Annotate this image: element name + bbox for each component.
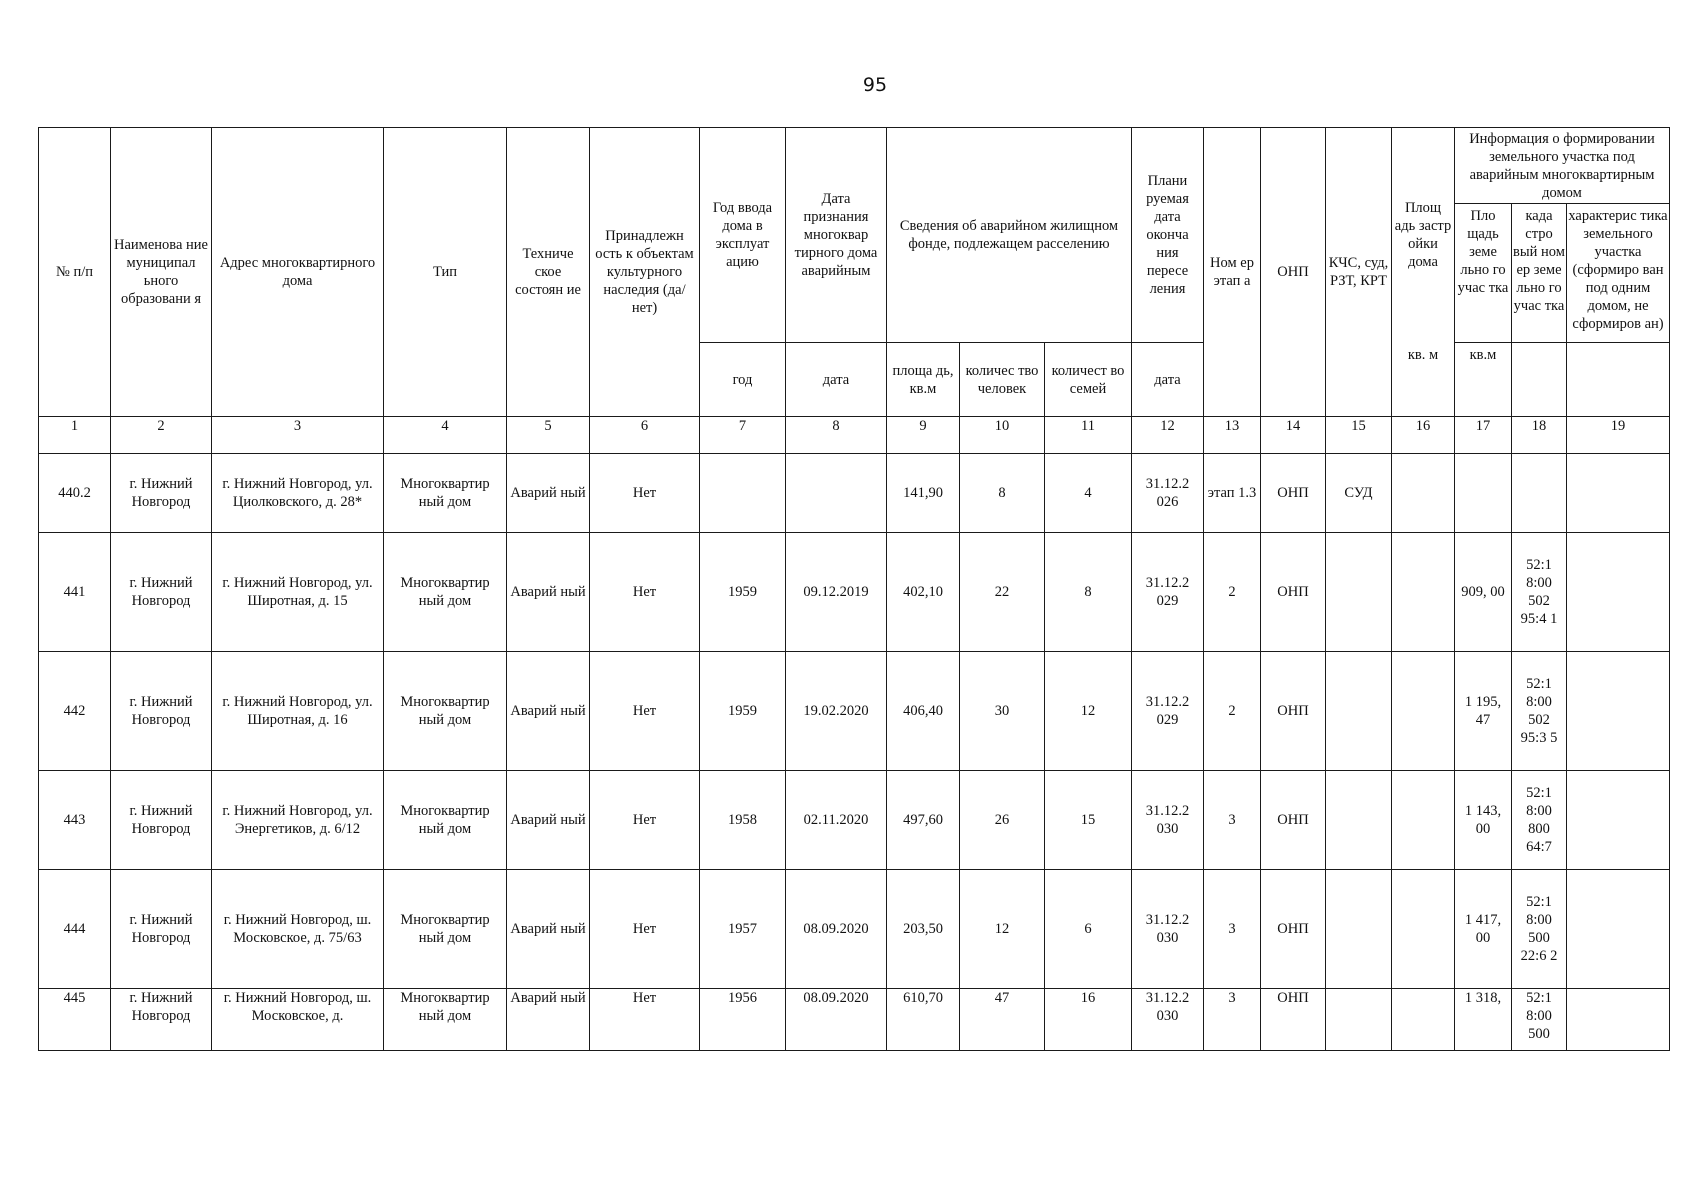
table-cell-col-9: 402,10: [887, 533, 960, 652]
table-row: [39, 771, 1670, 870]
table-cell-col-10: 22: [960, 533, 1045, 652]
table-cell-col-14: ОНП: [1261, 870, 1326, 989]
table-cell-col-18: 52:1 8:00 500 22:6 2: [1512, 870, 1567, 989]
table-cell-col-1: 444: [39, 870, 111, 989]
table-cell-col-3: г. Нижний Новгород, ул. Энергетиков, д. 6/12: [212, 771, 384, 870]
table-header: [39, 128, 1670, 417]
column-number-cell: 3: [212, 417, 384, 454]
table-cell-col-4: Многоквартир ный дом: [384, 454, 507, 533]
column-number-cell: 6: [590, 417, 700, 454]
header-cell-land-info: Информация о формировании земельного участка под аварийным многоквартирным домом: [1455, 128, 1669, 204]
table-cell-col-12: 31.12.2 030: [1132, 771, 1204, 870]
table-cell-col-15: [1326, 652, 1392, 771]
table-cell-col-4: Многоквартир ный дом: [384, 652, 507, 771]
table-row: [39, 652, 1670, 771]
header-cell-address: Адрес многоквартирного дома: [212, 128, 384, 417]
subheader-cell-area: площа дь, кв.м: [887, 343, 960, 417]
table-cell-col-18: 52:1 8:00 500: [1512, 989, 1567, 1051]
table-cell-col-11: 6: [1045, 870, 1132, 989]
table-cell-col-1: 441: [39, 533, 111, 652]
table-cell-col-6: Нет: [590, 533, 700, 652]
header-cell-type: Тип: [384, 128, 507, 417]
subheader-cell-building-unit: кв. м: [1392, 343, 1455, 417]
table-cell-col-9: 610,70: [887, 989, 960, 1051]
table-cell-col-19: [1567, 870, 1670, 989]
header-cell-land-info-group: [1455, 128, 1670, 343]
table-cell-col-17: 1 318,: [1455, 989, 1512, 1051]
subheader-cell-date: дата: [786, 343, 887, 417]
table-cell-col-16: [1392, 652, 1455, 771]
column-number-cell: 11: [1045, 417, 1132, 454]
table-cell-col-5: Аварий ный: [507, 771, 590, 870]
column-number-cell: 13: [1204, 417, 1261, 454]
column-number-cell: 15: [1326, 417, 1392, 454]
table-cell-col-6: Нет: [590, 454, 700, 533]
table-cell-col-13: 2: [1204, 652, 1261, 771]
table-cell-col-3: г. Нижний Новгород, ул. Широтная, д. 15: [212, 533, 384, 652]
table-cell-col-14: ОНП: [1261, 771, 1326, 870]
header-cell-emergency-info: Сведения об аварийном жилищном фонде, подлежащем расселению: [887, 128, 1132, 343]
page-number: 95: [862, 74, 888, 96]
header-cell-onp: ОНП: [1261, 128, 1326, 417]
table-cell-col-19: [1567, 454, 1670, 533]
header-cell-heritage: Принадлежн ость к объектам культурного наследия (да/нет): [590, 128, 700, 417]
table-row: [39, 989, 1670, 1051]
table-cell-col-4: Многоквартир ный дом: [384, 533, 507, 652]
table-cell-col-14: ОНП: [1261, 454, 1326, 533]
header-cell-municipality: Наименова ние муниципал ьного образовани я: [111, 128, 212, 417]
column-number-cell: 19: [1567, 417, 1670, 454]
table-cell-col-8: 08.09.2020: [786, 870, 887, 989]
header-cell-year: Год ввода дома в эксплуат ацию: [700, 128, 786, 343]
column-number-row: [39, 417, 1670, 454]
table-cell-col-1: 443: [39, 771, 111, 870]
table-cell-col-5: Аварий ный: [507, 870, 590, 989]
table-cell-col-15: СУД: [1326, 454, 1392, 533]
header-cell-recognition-date: Дата признания многоквар тирного дома аварийным: [786, 128, 887, 343]
table-cell-col-14: ОНП: [1261, 652, 1326, 771]
table-cell-col-14: ОНП: [1261, 533, 1326, 652]
table-cell-col-16: [1392, 771, 1455, 870]
table-cell-col-15: [1326, 533, 1392, 652]
table-cell-col-2: г. Нижний Новгород: [111, 771, 212, 870]
table-cell-col-11: 15: [1045, 771, 1132, 870]
table-cell-col-1: 445: [39, 989, 111, 1051]
header-cell-kchs: КЧС, суд, РЗТ, КРТ: [1326, 128, 1392, 417]
table-cell-col-10: 8: [960, 454, 1045, 533]
column-number-cell: 18: [1512, 417, 1567, 454]
header-cell-stage: Ном ер этап а: [1204, 128, 1261, 417]
table-row: [39, 533, 1670, 652]
table-cell-col-15: [1326, 989, 1392, 1051]
table-cell-col-13: 2: [1204, 533, 1261, 652]
header-cell-land-area: Пло щадь земе льно го учас тка: [1455, 204, 1512, 342]
table-row: [39, 870, 1670, 989]
column-number-cell: 9: [887, 417, 960, 454]
table-cell-col-19: [1567, 989, 1670, 1051]
header-cell-land-type: [1567, 204, 1669, 342]
table-cell-col-1: 440.2: [39, 454, 111, 533]
table-cell-col-10: 12: [960, 870, 1045, 989]
table-cell-col-14: ОНП: [1261, 989, 1326, 1051]
table-cell-col-15: [1326, 870, 1392, 989]
column-number-cell: 12: [1132, 417, 1204, 454]
table-cell-col-10: 47: [960, 989, 1045, 1051]
column-number-cell: 16: [1392, 417, 1455, 454]
table-cell-col-6: Нет: [590, 652, 700, 771]
table-cell-col-3: г. Нижний Новгород, ш. Московское, д.: [212, 989, 384, 1051]
subheader-cell-families: количест во семей: [1045, 343, 1132, 417]
table-cell-col-10: 30: [960, 652, 1045, 771]
table-cell-col-17: [1455, 454, 1512, 533]
table-cell-col-12: 31.12.2 029: [1132, 652, 1204, 771]
table-cell-col-8: 08.09.2020: [786, 989, 887, 1051]
table-row: [39, 454, 1670, 533]
table-cell-col-12: 31.12.2 030: [1132, 870, 1204, 989]
table-cell-col-13: 3: [1204, 771, 1261, 870]
table-cell-col-8: [786, 454, 887, 533]
table-cell-col-17: 1 195, 47: [1455, 652, 1512, 771]
table-cell-col-4: Многоквартир ный дом: [384, 771, 507, 870]
table-cell-col-18: [1512, 454, 1567, 533]
table-cell-col-16: [1392, 989, 1455, 1051]
subheader-cell-people: количес тво человек: [960, 343, 1045, 417]
table-cell-col-17: 909, 00: [1455, 533, 1512, 652]
table-cell-col-13: 3: [1204, 989, 1261, 1051]
table-cell-col-11: 12: [1045, 652, 1132, 771]
column-number-cell: 4: [384, 417, 507, 454]
table-cell-col-16: [1392, 870, 1455, 989]
table-cell-col-8: 02.11.2020: [786, 771, 887, 870]
column-number-cell: 5: [507, 417, 590, 454]
table-cell-col-12: 31.12.2 029: [1132, 533, 1204, 652]
table-cell-col-9: 203,50: [887, 870, 960, 989]
column-number-cell: 2: [111, 417, 212, 454]
table-cell-col-17: 1 417, 00: [1455, 870, 1512, 989]
table-cell-col-5: Аварий ный: [507, 989, 590, 1051]
table-cell-col-12: 31.12.2 030: [1132, 989, 1204, 1051]
header-cell-cadastral: када стро вый ном ер земе льно го учас тка: [1512, 204, 1567, 342]
header-cell-number: № п/п: [39, 128, 111, 417]
table-cell-col-13: этап 1.3: [1204, 454, 1261, 533]
table-cell-col-3: г. Нижний Новгород, ул. Широтная, д. 16: [212, 652, 384, 771]
table-cell-col-1: 442: [39, 652, 111, 771]
header-cell-building-area: Площ адь застр ойки дома: [1392, 128, 1455, 343]
table-cell-col-4: Многоквартир ный дом: [384, 870, 507, 989]
column-number-cell: 8: [786, 417, 887, 454]
table-cell-col-18: 52:1 8:00 800 64:7: [1512, 771, 1567, 870]
table-cell-col-6: Нет: [590, 870, 700, 989]
table-cell-col-18: 52:1 8:00 502 95:3 5: [1512, 652, 1567, 771]
table-cell-col-8: 19.02.2020: [786, 652, 887, 771]
table-cell-col-2: г. Нижний Новгород: [111, 652, 212, 771]
table-cell-col-3: г. Нижний Новгород, ш. Московское, д. 75/63: [212, 870, 384, 989]
subheader-cell-year: год: [700, 343, 786, 417]
table-cell-col-19: [1567, 652, 1670, 771]
table-cell-col-11: 4: [1045, 454, 1132, 533]
table-cell-col-7: 1958: [700, 771, 786, 870]
column-number-cell: 10: [960, 417, 1045, 454]
subheader-cell-cadastral-blank: [1512, 343, 1567, 417]
table-cell-col-2: г. Нижний Новгород: [111, 870, 212, 989]
emergency-housing-table: [38, 127, 1670, 1051]
table-cell-col-7: 1957: [700, 870, 786, 989]
subheader-cell-land-unit: кв.м: [1455, 343, 1512, 417]
column-numbers: [39, 417, 1670, 454]
table-body: [39, 454, 1670, 1051]
table-cell-col-5: Аварий ный: [507, 652, 590, 771]
table-cell-col-15: [1326, 771, 1392, 870]
table-cell-col-7: 1959: [700, 652, 786, 771]
column-number-cell: 1: [39, 417, 111, 454]
table-cell-col-12: 31.12.2 026: [1132, 454, 1204, 533]
column-number-cell: 14: [1261, 417, 1326, 454]
table-cell-col-9: 141,90: [887, 454, 960, 533]
header-cell-planned-date: Плани руемая дата оконча ния пересе ления: [1132, 128, 1204, 343]
table-cell-col-11: 16: [1045, 989, 1132, 1051]
table-cell-col-13: 3: [1204, 870, 1261, 989]
column-number-cell: 17: [1455, 417, 1512, 454]
table-cell-col-6: Нет: [590, 989, 700, 1051]
header-cell-tech-state: Техниче ское состоян ие: [507, 128, 590, 417]
table-cell-col-7: [700, 454, 786, 533]
table-cell-col-19: [1567, 771, 1670, 870]
table-cell-col-6: Нет: [590, 771, 700, 870]
table-cell-col-2: г. Нижний Новгород: [111, 989, 212, 1051]
column-number-cell: 7: [700, 417, 786, 454]
table-cell-col-17: 1 143, 00: [1455, 771, 1512, 870]
table-cell-col-9: 497,60: [887, 771, 960, 870]
table-cell-col-7: 1956: [700, 989, 786, 1051]
table-cell-col-9: 406,40: [887, 652, 960, 771]
table-cell-col-5: Аварий ный: [507, 533, 590, 652]
table-cell-col-5: Аварий ный: [507, 454, 590, 533]
table-cell-col-19: [1567, 533, 1670, 652]
header-cell-land-type-text: характерис тика земельного участка (сформиро ван под одним домом, не сформиров ан): [1568, 208, 1668, 332]
subheader-cell-planned-date: дата: [1132, 343, 1204, 417]
table-cell-col-2: г. Нижний Новгород: [111, 533, 212, 652]
table-cell-col-16: [1392, 454, 1455, 533]
table-cell-col-3: г. Нижний Новгород, ул. Циолковского, д. 28*: [212, 454, 384, 533]
table-cell-col-7: 1959: [700, 533, 786, 652]
table-cell-col-16: [1392, 533, 1455, 652]
table-cell-col-18: 52:1 8:00 502 95:4 1: [1512, 533, 1567, 652]
subheader-cell-land-type: [1567, 343, 1670, 417]
table-cell-col-8: 09.12.2019: [786, 533, 887, 652]
table-cell-col-4: Многоквартир ный дом: [384, 989, 507, 1051]
table-cell-col-10: 26: [960, 771, 1045, 870]
table-cell-col-11: 8: [1045, 533, 1132, 652]
table-cell-col-2: г. Нижний Новгород: [111, 454, 212, 533]
